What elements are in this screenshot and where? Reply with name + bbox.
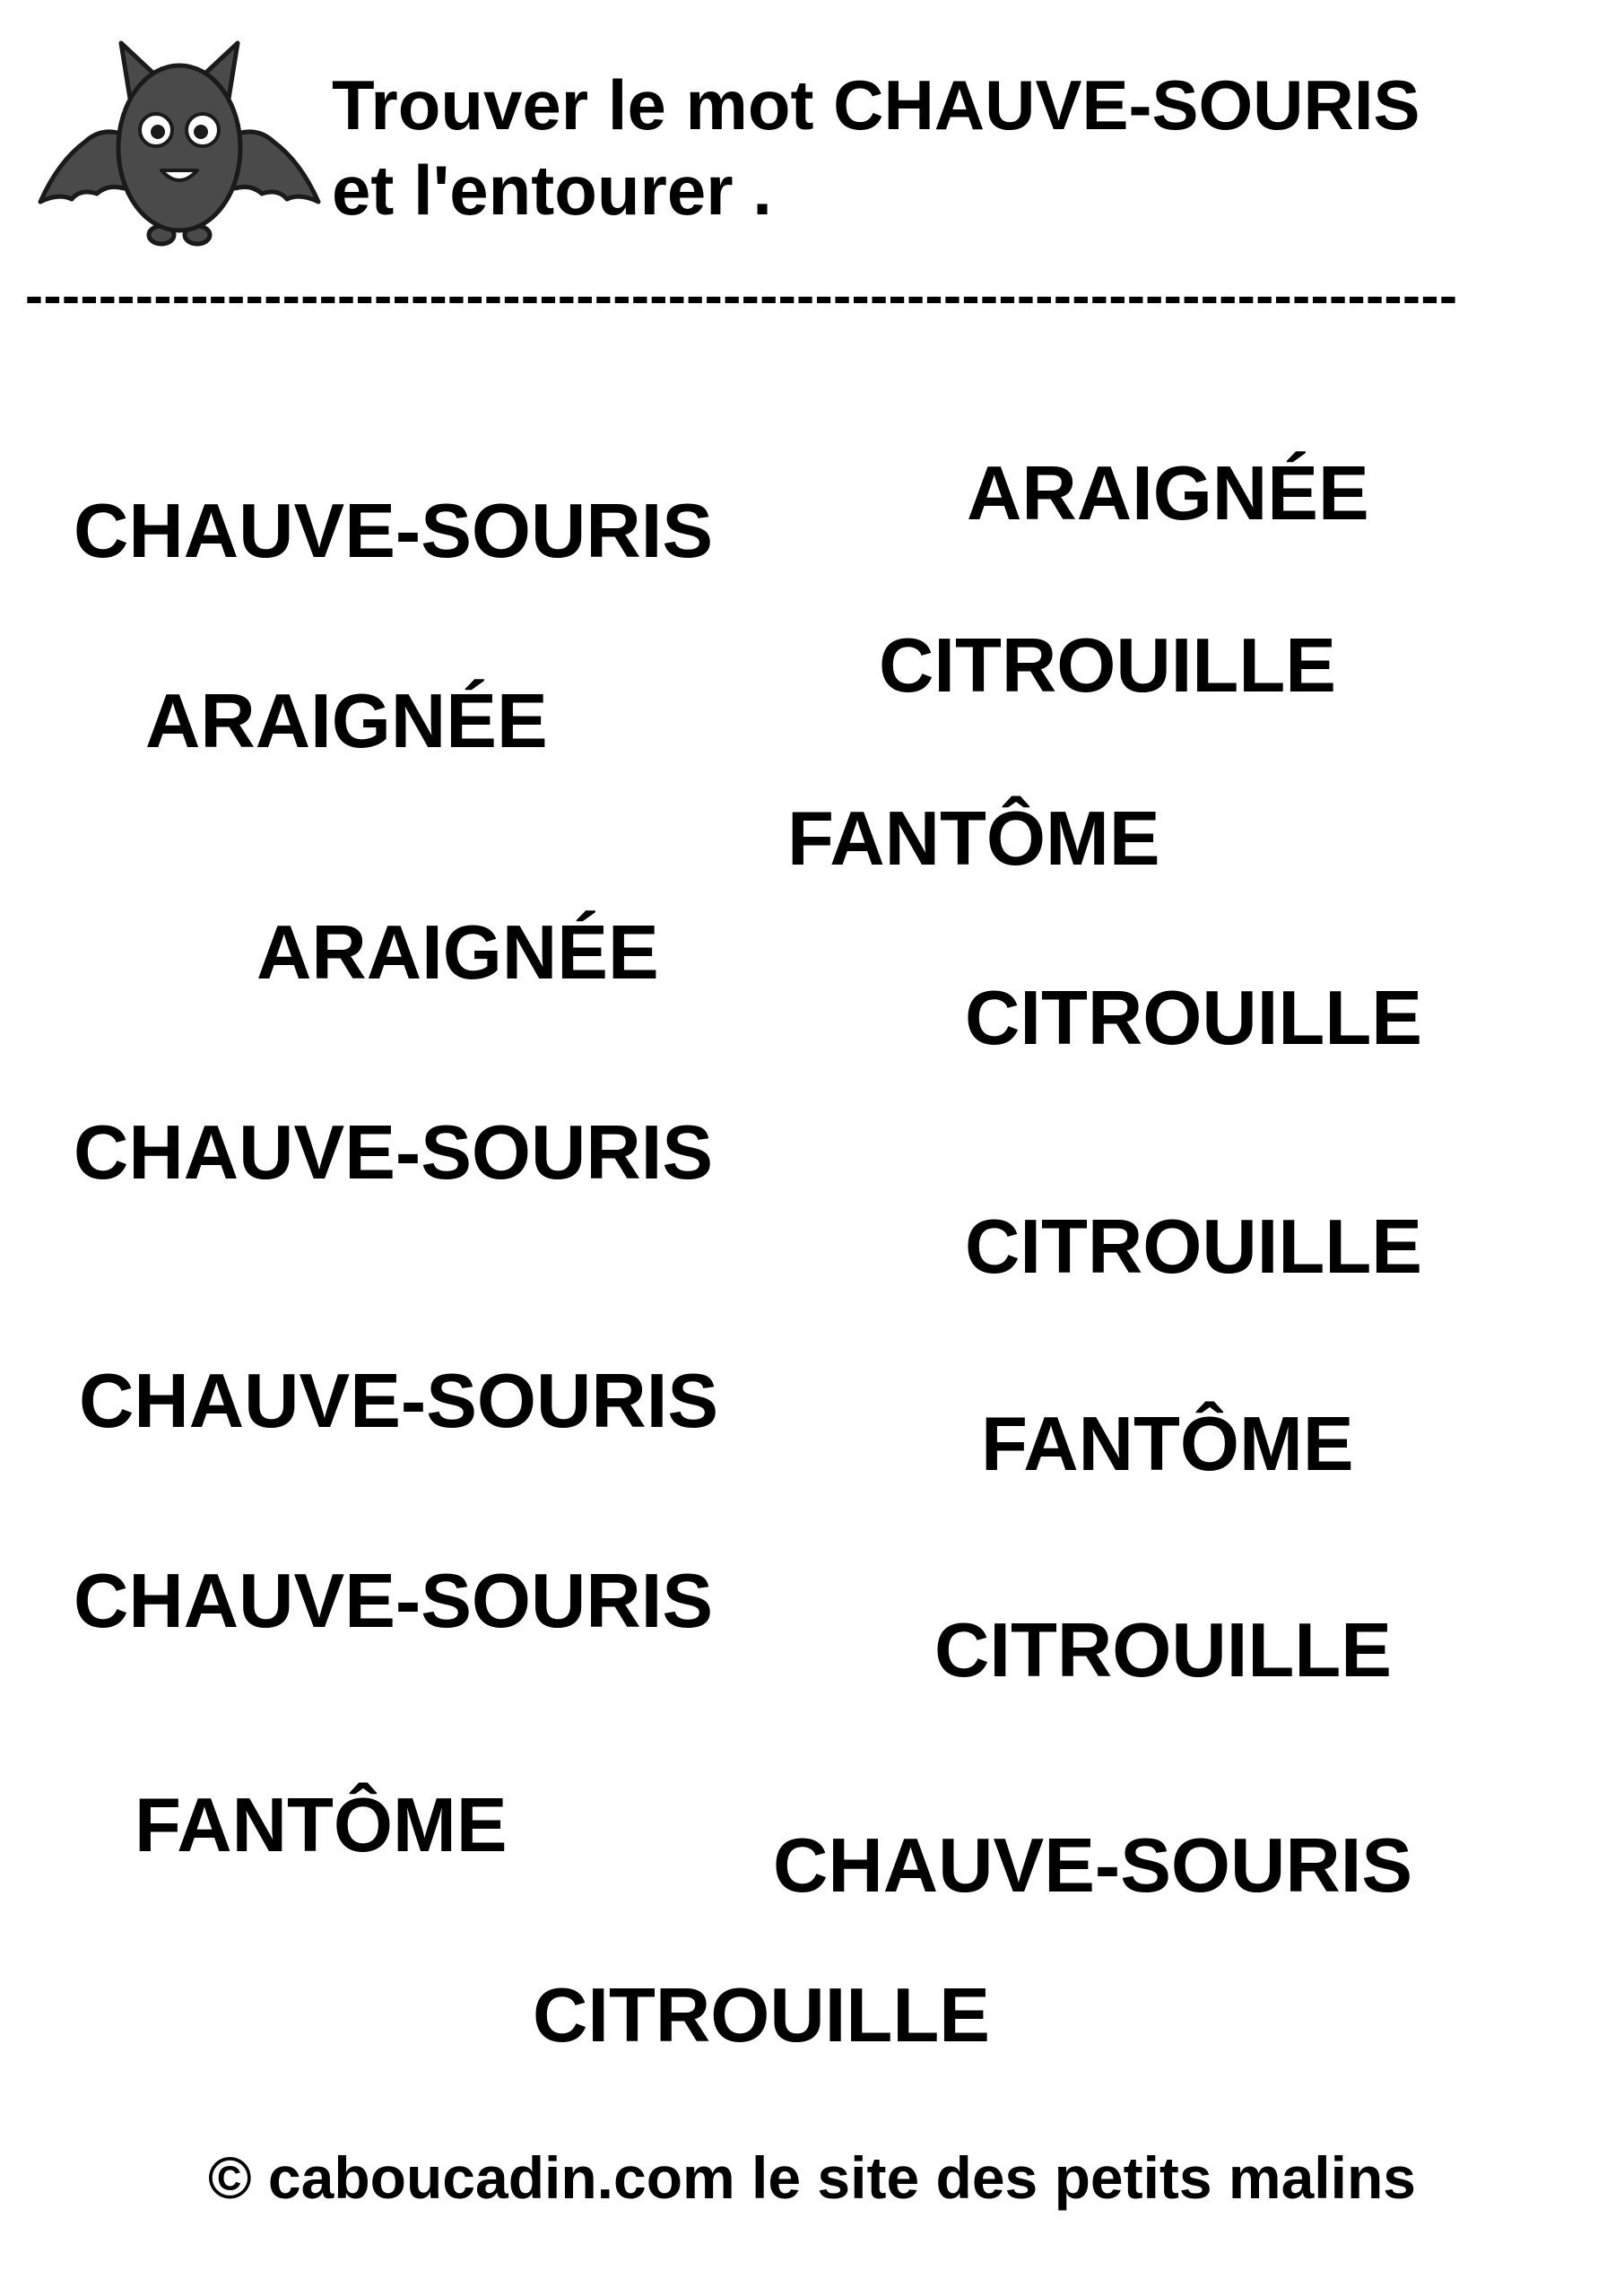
word-item[interactable]: CHAUVE-SOURIS <box>79 1359 719 1444</box>
copyright-footer: © caboucadin.com le site des petits malins <box>207 2144 1417 2211</box>
word-item[interactable]: FANTÔME <box>135 1783 508 1868</box>
word-item[interactable]: CITROUILLE <box>533 1973 990 2058</box>
word-item[interactable]: ARAIGNÉE <box>145 679 548 764</box>
dashed-divider: ------------------------------------------------------------------------------ <box>25 265 1458 326</box>
word-item[interactable]: CITROUILLE <box>965 976 1422 1061</box>
word-item[interactable]: CITROUILLE <box>965 1205 1422 1290</box>
word-item[interactable]: CITROUILLE <box>879 623 1336 709</box>
word-item[interactable]: CHAUVE-SOURIS <box>773 1823 1413 1909</box>
word-item[interactable]: FANTÔME <box>981 1402 1354 1487</box>
word-item[interactable]: FANTÔME <box>787 796 1160 882</box>
title-line-2: et l'entourer . <box>332 151 772 230</box>
word-item[interactable]: ARAIGNÉE <box>967 451 1369 536</box>
word-item[interactable]: CITROUILLE <box>934 1608 1392 1693</box>
word-item[interactable]: CHAUVE-SOURIS <box>74 1559 714 1644</box>
word-item[interactable]: CHAUVE-SOURIS <box>74 1110 714 1196</box>
title-line-1: Trouver le mot CHAUVE-SOURIS <box>332 65 1420 144</box>
word-item[interactable]: ARAIGNÉE <box>256 910 659 996</box>
word-item[interactable]: CHAUVE-SOURIS <box>74 489 714 574</box>
